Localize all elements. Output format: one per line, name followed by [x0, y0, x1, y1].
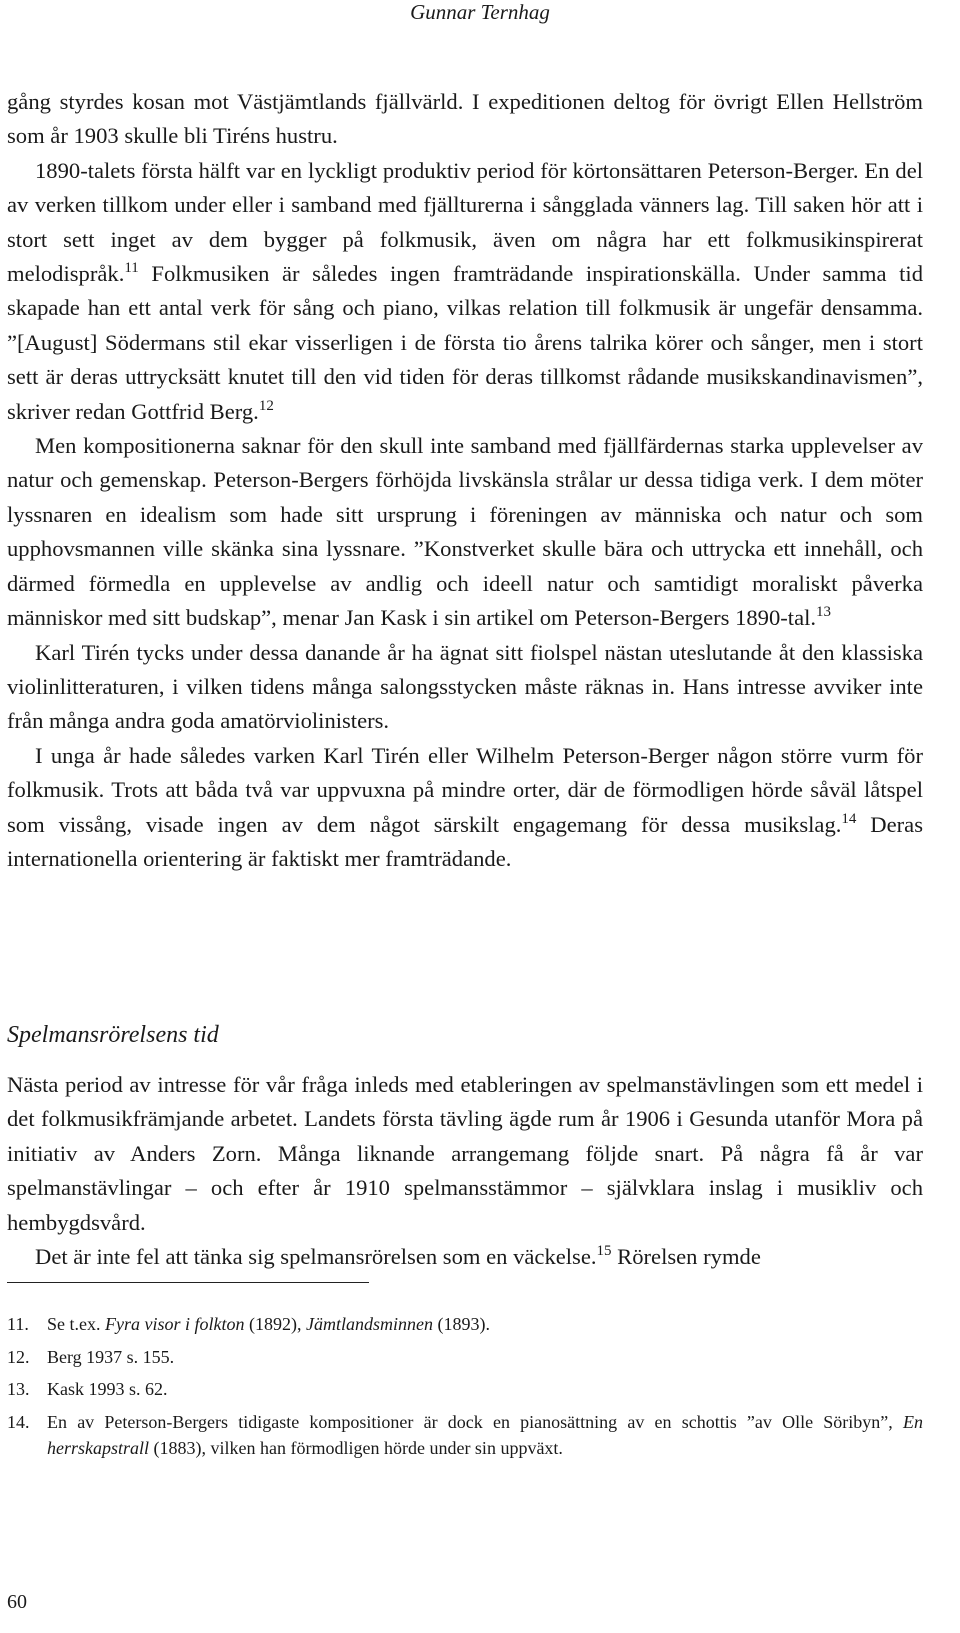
paragraph-text: I unga år hade således varken Karl Tirén eller Wilhelm Peterson-Berger någon större vurm för folkmusik. Trots att båda två var uppvuxna på mindre orter, där de förmodligen hörde såväl låtspel som vissång, visade ingen av dem något särskilt engagemang för dessa musikslag. — [7, 742, 923, 837]
footnote-text-segment: Berg 1937 s. 155. — [47, 1346, 175, 1367]
footnote-text-segment: Se t.ex. — [47, 1314, 105, 1334]
footnote-text-segment: (1883), vilken han förmodligen hörde under sin uppväxt. — [149, 1437, 563, 1458]
italic-text: Fyra visor i folkton — [105, 1314, 245, 1334]
footnote-rule — [7, 1282, 369, 1283]
footnote-number: 12. — [7, 1346, 30, 1367]
footnote-ref: 14 — [841, 810, 857, 827]
footnote-text — [47, 1311, 923, 1337]
paragraph-text: Folkmusiken är således ingen framträdande inspirationskälla. Under samma tid skapade han ett antal verk för sång och piano, vilkas relation till folkmusik är ungefär densamma. ”[August] Södermans stil ekar visserligen i de första tio årens talrika körer och sånger, men i stort sett är deras uttrycksätt knutet till den vid tiden för deras tillkomst rådande musikskandinavismen”, skriver redan Gottfrid Berg. — [7, 261, 923, 424]
paragraph — [7, 739, 923, 877]
paragraph-text: Karl Tirén tycks under dessa danande år ha ägnat sitt fiolspel nästan uteslutande åt den klassiska violinlitteraturen, i vilken tidens många salongsstycken måste räknas in. Hans intresse avviker inte från många andra goda amatörviolinisters. — [7, 639, 923, 734]
footnote-number: 14. — [7, 1411, 30, 1432]
body-text — [7, 85, 923, 876]
footnote-ref: 12 — [258, 397, 274, 414]
paragraph — [7, 85, 923, 154]
footnote-text-segment: En av Peterson-Bergers tidigaste kompositioner är dock en pianosättning av en schottis ”av Olle Söribyn”, — [47, 1411, 903, 1432]
paragraph — [7, 1068, 923, 1240]
paragraph-text: Det är inte fel att tänka sig spelmansrörelsen som en väckelse. — [35, 1244, 597, 1270]
paragraph — [7, 429, 923, 635]
paragraph-text: Deras internationella orientering är faktiskt mer framträdande. — [7, 811, 923, 871]
paragraph-text: Men kompositionerna saknar för den skull inte samband med fjällfärdernas starka upplevelser av natur och gemenskap. Peterson-Bergers förhöjda livskänsla strålar ur dessa tidiga verk. I dem möter lyssnaren en idealism som hade sitt ursprung i föreningen av människa och natur och som upphovsmannen ville skänka sina lyssnare. ”Konstverket skulle bära och uttrycka ett innehåll, och därmed förmedla en upplevelse av andlig och ideell natur och samtidigt moraliskt påverka människor med sitt budskap”, menar Jan Kask i sin artikel om Peterson-Bergers 1890-tal. — [7, 433, 923, 631]
footnote-text-segment: (1892), — [244, 1314, 306, 1334]
paragraph — [7, 1240, 923, 1274]
footnote — [7, 1344, 923, 1370]
footnote-number: 13. — [7, 1379, 30, 1399]
paragraph — [7, 154, 923, 429]
footnote — [7, 1376, 923, 1402]
footnote-text-segment: (1893). — [432, 1314, 490, 1334]
footnote-number: 11. — [7, 1314, 29, 1334]
page-number: 60 — [7, 1591, 27, 1613]
paragraph-text: 1890-talets första hälft var en lyckligt produktiv period för körtonsättaren Peterson-Berger. En del av verken tillkom under eller i samband med fjällturerna i sångglada vänners lag. Till saken hör att i stort sett inget av dem bygger på folkmusik, även om några har ett folkmusikinspirerat melodispråk. — [7, 157, 923, 287]
footnote-text-segment: Kask 1993 s. 62. — [47, 1379, 168, 1399]
paragraph-text: gång styrdes kosan mot Västjämtlands fjällvärld. I expeditionen deltog för övrigt Ellen Hellström som år 1903 skulle bli Tiréns hustru. — [7, 89, 923, 149]
section-text — [7, 1068, 923, 1274]
italic-text: En herrskapstrall — [47, 1411, 923, 1458]
running-header — [0, 0, 960, 24]
italic-text: Jämtlandsminnen — [305, 1314, 433, 1334]
footnote-ref: 11 — [124, 260, 139, 277]
paragraph — [7, 636, 923, 739]
footnotes — [7, 1311, 923, 1467]
footnote — [7, 1409, 923, 1461]
header-author: Gunnar Ternhag — [410, 0, 550, 24]
footnote-text — [47, 1376, 923, 1402]
footnote-text — [47, 1409, 923, 1461]
paragraph-text: Rörelsen rymde — [611, 1244, 761, 1270]
footnote-ref: 15 — [596, 1243, 612, 1260]
footnote-text — [47, 1344, 923, 1370]
footnote-ref: 13 — [816, 604, 832, 621]
section-heading: Spelmansrörelsens tid — [7, 1022, 219, 1048]
footnote — [7, 1311, 923, 1337]
paragraph-text: Nästa period av intresse för vår fråga inleds med etableringen av spelmanstävlingen som ett medel i det folkmusikfrämjande arbetet. Landets första tävling ägde rum år 1906 i Gesunda utanför Mora på initiativ av Anders Zorn. Många liknande arrangemang följde snart. På några få år var spelmanstävlingar – och efter år 1910 spelmansstämmor – självklara inslag i musikliv och hembygdsvård. — [7, 1072, 923, 1235]
